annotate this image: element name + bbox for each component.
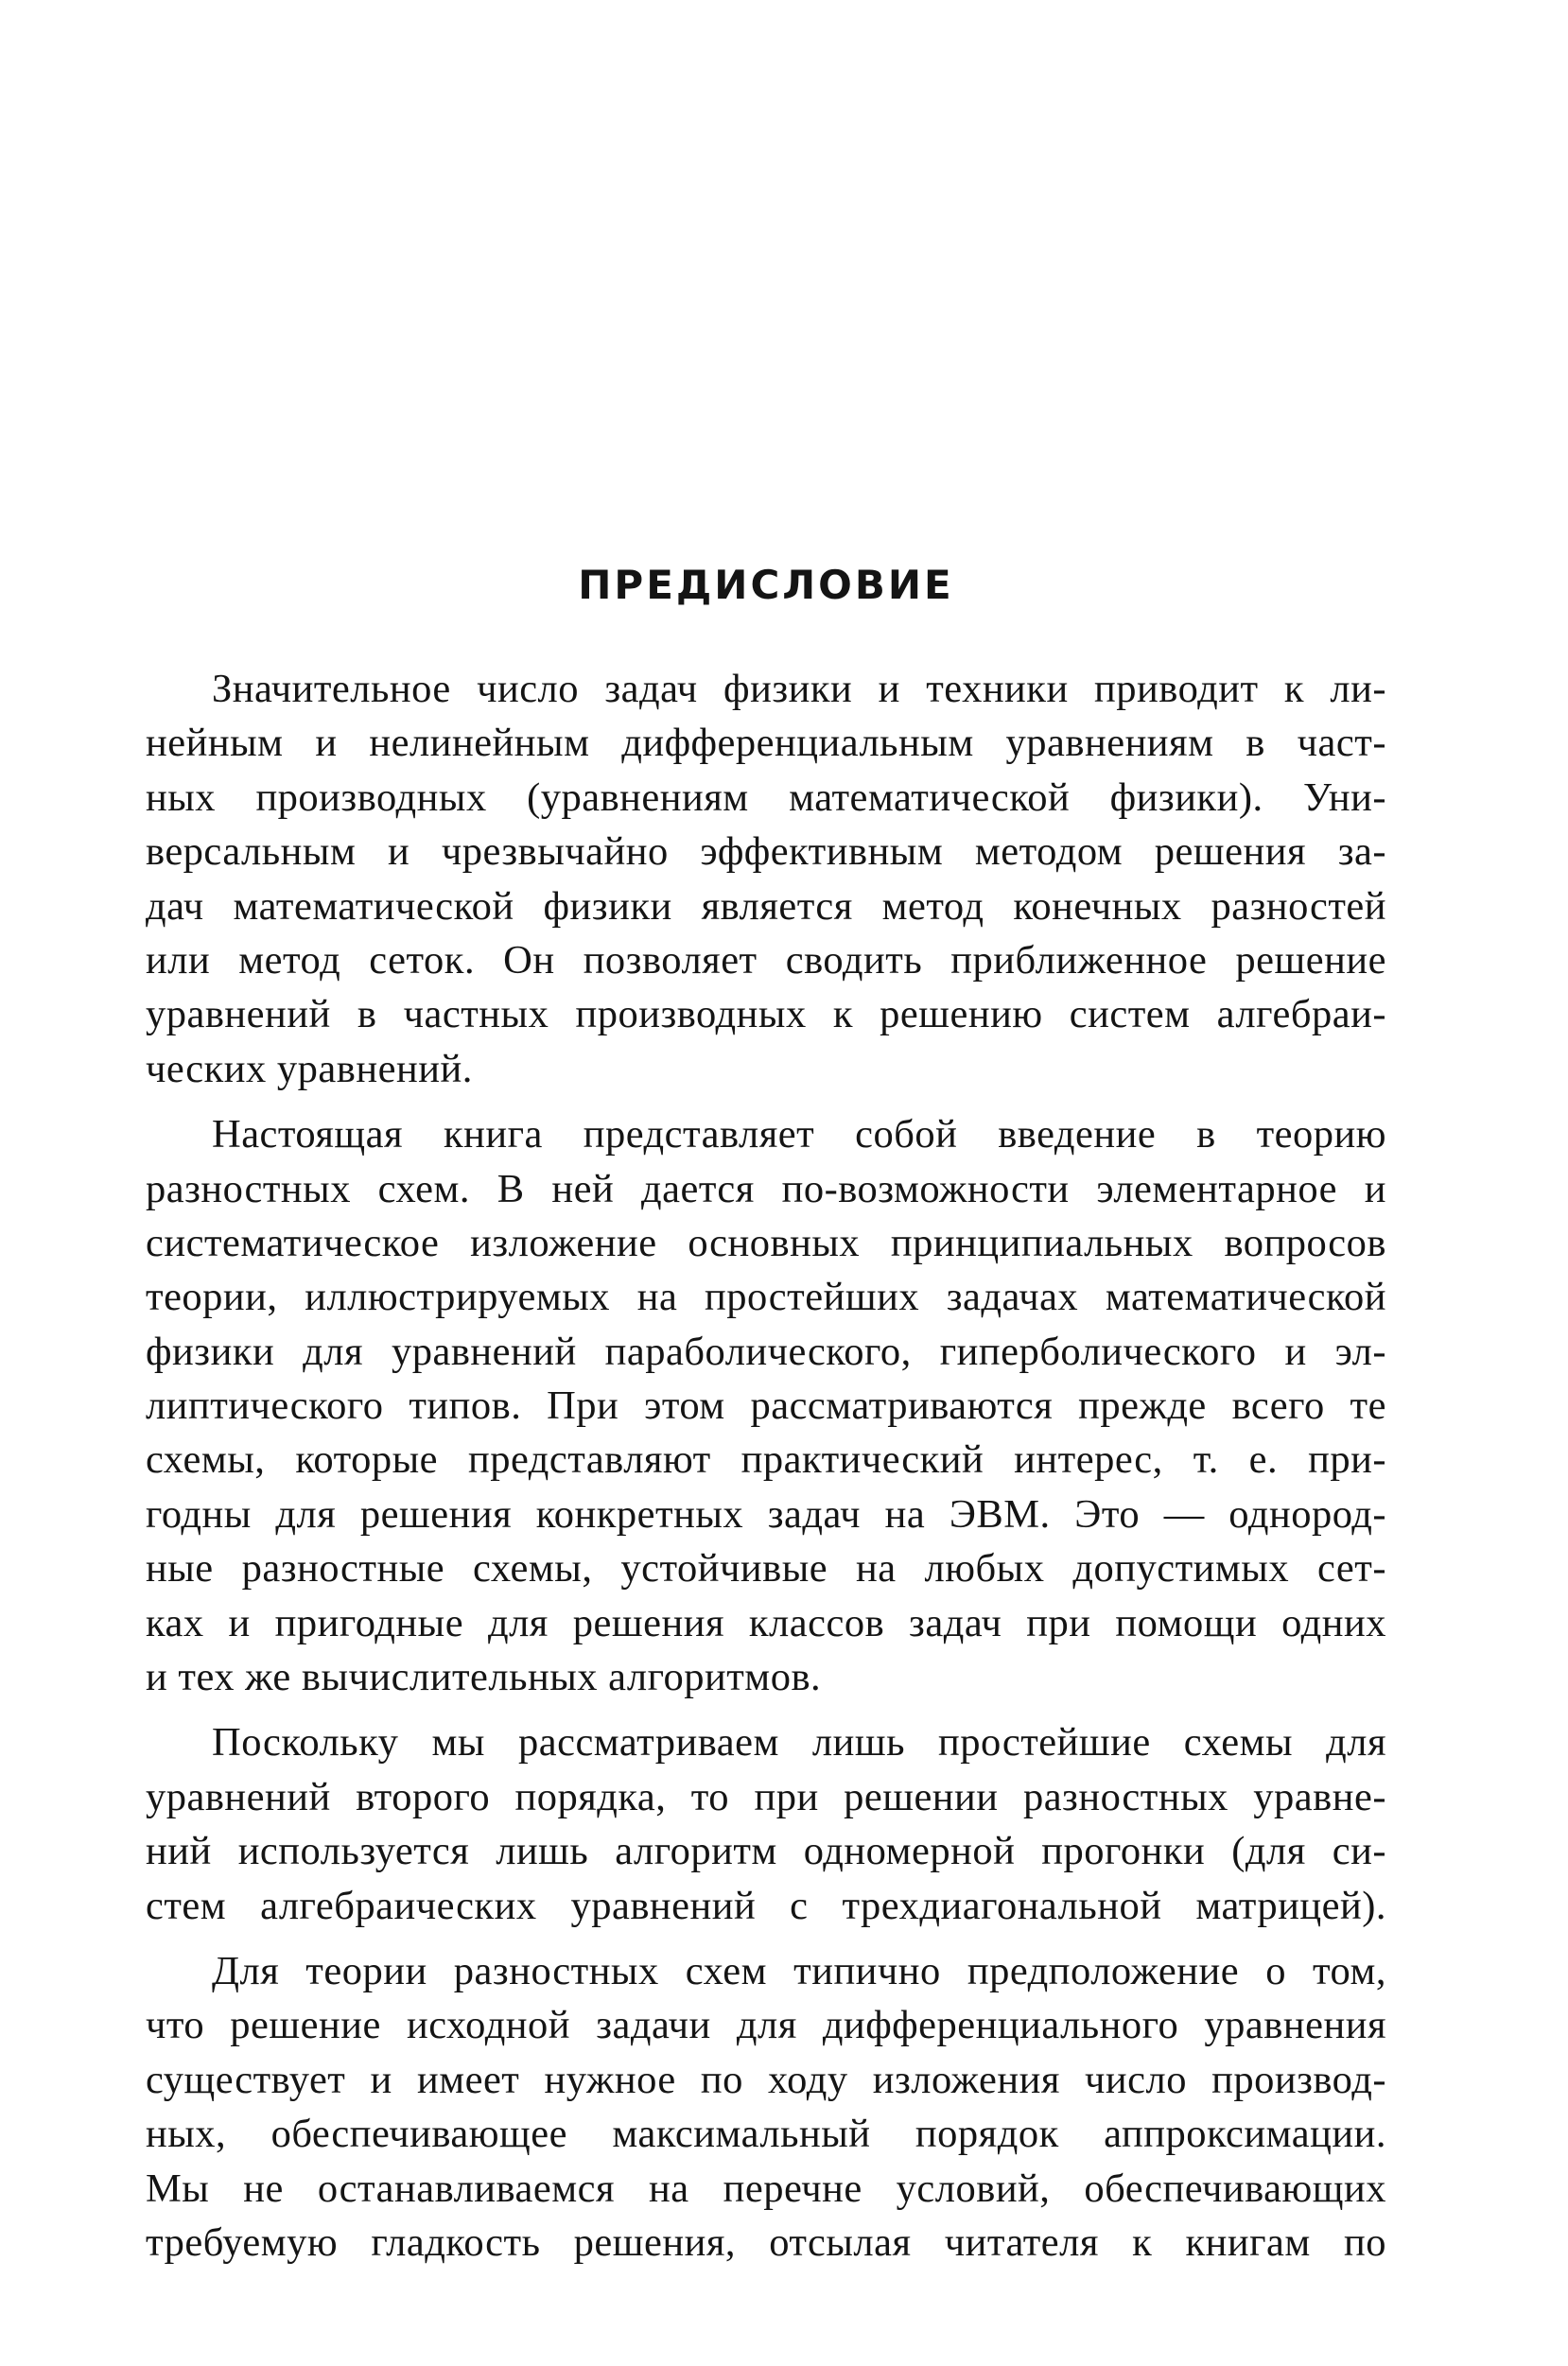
text-line: Настоящая книга представляет собой введение в теорию	[212, 1112, 1386, 1157]
text-line: ний используется лишь алгоритм одномерной прогонки (для си-	[146, 1829, 1386, 1874]
text-line: Для теории разностных схем типично предположение о том,	[212, 1948, 1386, 1993]
text-line: Поскольку мы рассматриваем лишь простейшие схемы для	[212, 1720, 1386, 1766]
text-line: стем алгебраических уравнений с трехдиагональной матрицей).	[146, 1883, 1386, 1928]
paragraph-4	[146, 1944, 1386, 2270]
text-line: и тех же вычислительных алгоритмов.	[146, 1655, 822, 1700]
text-line: годны для решения конкретных задач на ЭВМ. Это — однород-	[146, 1491, 1386, 1537]
paragraph-3	[146, 1715, 1386, 1933]
text-line: ные разностные схемы, устойчивые на любых допустимых сет-	[146, 1546, 1386, 1592]
text-line: ных, обеспечивающее максимальный порядок аппроксимации.	[146, 2112, 1386, 2157]
text-line: уравнений второго порядка, то при решении разностных уравне-	[146, 1774, 1386, 1819]
text-line: физики для уравнений параболического, гиперболического и эл-	[146, 1329, 1386, 1374]
text-line: Мы не останавливаемся на перечне условий, обеспечивающих	[146, 2166, 1386, 2211]
text-line: Значительное число задач физики и техники приводит к ли-	[212, 667, 1386, 711]
paragraph-1	[146, 662, 1386, 1096]
paragraph-2	[146, 1107, 1386, 1704]
text-line: ческих уравнений.	[146, 1046, 473, 1091]
text-line: теории, иллюстрируемых на простейших задачах математической	[146, 1275, 1386, 1320]
text-line: или метод сеток. Он позволяет сводить приближенное решение	[146, 937, 1386, 983]
text-line: нейным и нелинейным дифференциальным уравнениям в част-	[146, 721, 1386, 766]
page-title: ПРЕДИСЛОВИЕ	[578, 562, 954, 608]
text-line: ках и пригодные для решения классов задач при помощи одних	[146, 1600, 1386, 1645]
text-line: схемы, которые представляют практический интерес, т. е. при-	[146, 1437, 1386, 1483]
page-body	[146, 662, 1386, 2281]
text-line: требуемую гладкость решения, отсылая читателя к книгам по	[146, 2219, 1386, 2265]
text-line: что решение исходной задачи для дифференциального уравнения	[146, 2003, 1386, 2048]
text-line: уравнений в частных производных к решению систем алгебраи-	[146, 992, 1386, 1037]
text-line: дач математической физики является метод конечных разностей	[146, 883, 1386, 929]
text-line: разностных схем. В ней дается по-возможности элементарное и	[146, 1166, 1386, 1211]
text-line: липтического типов. При этом рассматриваются прежде всего те	[146, 1383, 1386, 1429]
text-line: систематическое изложение основных принципиальных вопросов	[146, 1220, 1386, 1265]
text-line: ных производных (уравнениям математической физики). Уни-	[146, 774, 1386, 820]
text-line: версальным и чрезвычайно эффективным методом решения за-	[146, 829, 1386, 875]
text-line: существует и имеет нужное по ходу изложения число производ-	[146, 2057, 1386, 2102]
